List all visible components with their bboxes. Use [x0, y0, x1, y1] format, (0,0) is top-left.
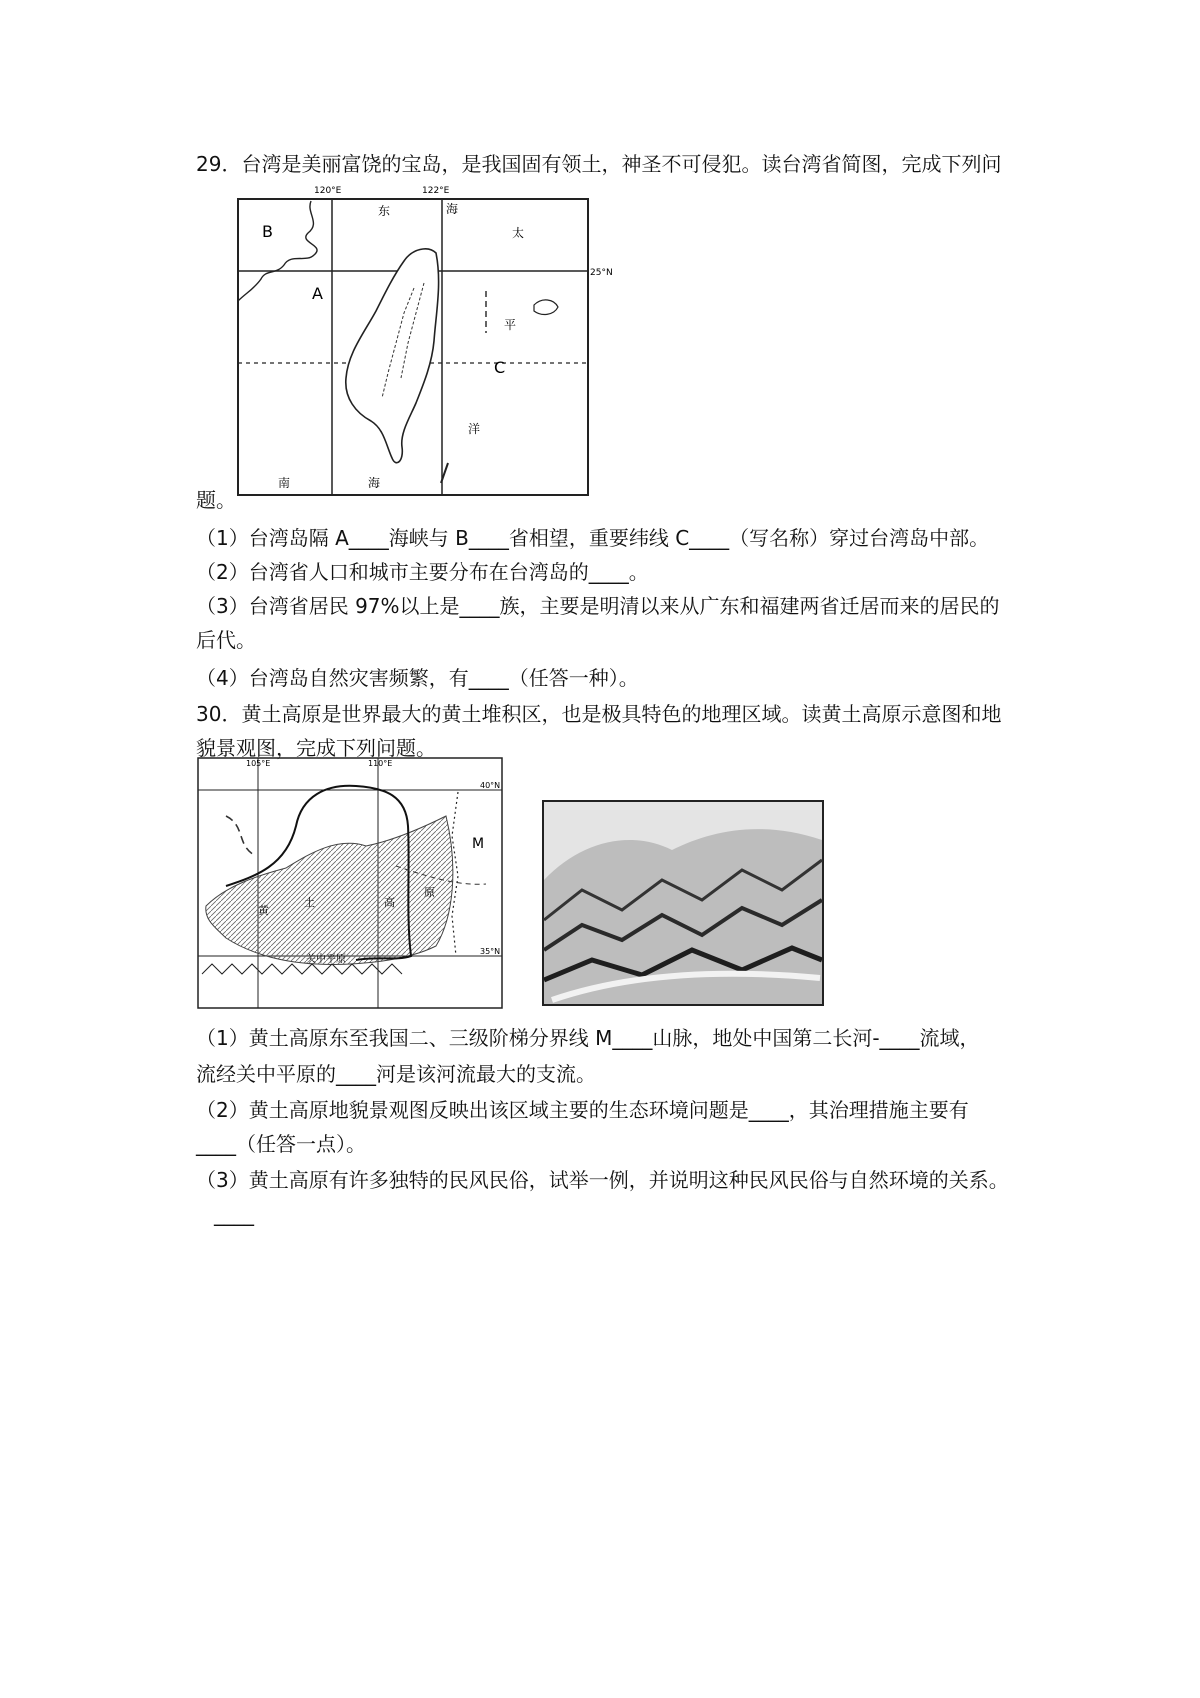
lat-label-40: 40°N [480, 781, 501, 790]
qinling-range [202, 964, 402, 974]
q29-sub3a: （3）台湾省居民 97%以上是____族，主要是明清以来从广东和福建两省迁居而来的居民的 [196, 594, 1000, 618]
taiwan-map [236, 183, 613, 505]
lon-label-122: 122°E [422, 186, 450, 196]
lon-label-110: 110°E [368, 759, 393, 768]
q29-stem-end: 题。 [196, 488, 236, 512]
lat-label-35: 35°N [480, 947, 501, 956]
q30-sub3a: （3）黄土高原有许多独特的民风民俗，试举一例，并说明这种民风民俗与自然环境的关系。 [196, 1168, 1009, 1192]
lon-label-120: 120°E [314, 186, 342, 196]
q29-sub3b: 后代。 [196, 628, 256, 652]
q30-sub2b: ____（任答一点）。 [196, 1132, 366, 1156]
region-char-huang: 黄 [258, 904, 269, 917]
plateau-region [206, 816, 453, 964]
region-char-gao: 高 [384, 896, 395, 909]
label-a: A [312, 284, 323, 303]
q30-sub1b: 流经关中平原的____河是该河流最大的支流。 [196, 1062, 596, 1086]
border-1 [226, 816, 256, 856]
q30-sub1a: （1）黄土高原东至我国二、三级阶梯分界线 M____山脉，地处中国第二长河-____流域， [196, 1026, 980, 1050]
region-char-yuan: 原 [424, 886, 435, 899]
q29-sub2: （2）台湾省人口和城市主要分布在台湾岛的____。 [196, 560, 649, 584]
lon-label-105: 105°E [246, 759, 271, 768]
region-char-tu: 土 [304, 896, 315, 909]
guanzhong-plain-label: 关中平原 [306, 954, 346, 965]
loess-plateau-map [196, 756, 508, 1016]
q30-stem-b: 貌景观图，完成下列问题。 [196, 736, 436, 760]
label-m: M [472, 836, 485, 852]
sea-char-ping: 平 [504, 318, 517, 332]
q29-sub1: （1）台湾岛隔 A____海峡与 B____省相望，重要纬线 C____（写名称）穿过台湾岛中部。 [196, 526, 990, 550]
q30-stem-a: 30．黄土高原是世界最大的黄土堆积区，也是极具特色的地理区域。读黄土高原示意图和地 [196, 702, 1002, 726]
sea-char-hai: 海 [446, 202, 459, 216]
q30-sub2a: （2）黄土高原地貌景观图反映出该区域主要的生态环境问题是____，其治理措施主要有 [196, 1098, 969, 1122]
mainland-coast [238, 201, 317, 301]
q29-stem: 29．台湾是美丽富饶的宝岛，是我国固有领土，神圣不可侵犯。读台湾省简图，完成下列问 [196, 152, 1002, 176]
sea-char-dong: 东 [378, 204, 391, 218]
loess-landscape-photo [542, 800, 824, 1010]
lat-label-25: 25°N [590, 268, 613, 278]
sea-char-nan: 南 [278, 476, 291, 490]
sea-char-yang: 洋 [468, 422, 481, 436]
q29-sub4: （4）台湾岛自然灾害频繁，有____（任答一种）。 [196, 666, 639, 690]
label-b: B [262, 222, 273, 241]
sea-char-hai2: 海 [368, 476, 381, 490]
q30-sub3b: ____ [214, 1202, 254, 1226]
label-c: C [494, 358, 506, 377]
islet [534, 300, 558, 315]
sea-char-tai: 太 [512, 226, 525, 240]
